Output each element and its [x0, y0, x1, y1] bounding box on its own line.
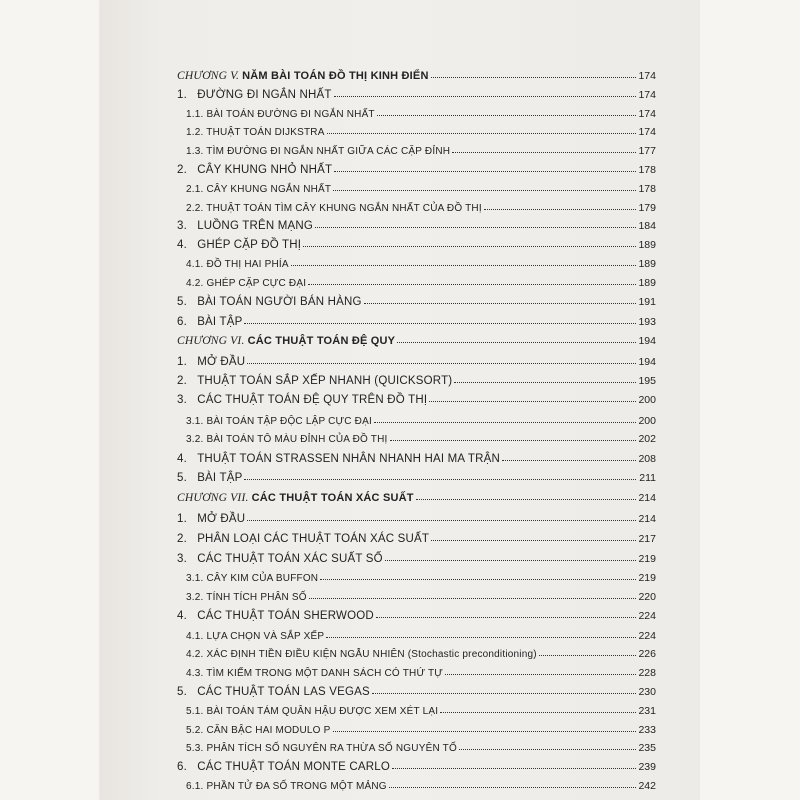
- toc-subsection-title: [186, 573, 318, 584]
- toc-subsection: [186, 699, 656, 717]
- toc-section: [177, 350, 656, 368]
- dot-leader: [244, 323, 636, 324]
- entry-number: 5.3.: [186, 743, 204, 754]
- toc-subsection-title: [186, 743, 457, 754]
- toc-section-title: [177, 356, 245, 368]
- toc-subsection: [186, 120, 656, 138]
- entry-number: 4.: [177, 610, 187, 622]
- entry-text: TÍNH TÍCH PHÂN SỐ: [206, 592, 307, 603]
- toc-subsection: [186, 624, 656, 642]
- page-number: 214: [638, 513, 656, 525]
- entry-number: 3.2.: [186, 434, 204, 445]
- entry-text: BÀI TOÁN TÔ MÀU ĐỈNH CỦA ĐỒ THỊ: [206, 434, 388, 445]
- dot-leader: [389, 787, 636, 788]
- entry-text: LỰA CHỌN VÀ SẮP XẾP: [206, 631, 325, 642]
- entry-text: TÌM KIẾM TRONG MỘT DANH SÁCH CÓ THỨ TỰ: [206, 668, 444, 679]
- chapter-title: NĂM BÀI TOÁN ĐỒ THỊ KINH ĐIỂN: [242, 70, 429, 82]
- page-number: 233: [638, 724, 656, 736]
- toc-section: [177, 755, 656, 773]
- chapter-heading: [177, 329, 656, 347]
- dot-leader: [484, 209, 636, 210]
- toc-subsection: [186, 718, 656, 736]
- dot-leader: [303, 246, 636, 247]
- entry-text: LUỒNG TRÊN MẠNG: [197, 220, 314, 232]
- page-number: 184: [638, 220, 656, 232]
- toc-subsection: [186, 427, 656, 445]
- entry-number: 1.3.: [186, 146, 204, 157]
- toc-section: [177, 233, 656, 251]
- toc-section-title: [177, 164, 332, 176]
- entry-number: 4.1.: [186, 259, 204, 270]
- toc-subsection-title: [186, 706, 438, 717]
- toc-section: [177, 214, 656, 232]
- page-number: 189: [638, 258, 656, 270]
- page-number: 179: [638, 202, 656, 214]
- toc-subsection-title: [186, 725, 331, 736]
- dot-leader: [326, 637, 636, 638]
- entry-text: CÂY KHUNG NHỎ NHẤT: [197, 164, 333, 176]
- toc-section-title: [177, 472, 242, 484]
- page-number: 200: [638, 415, 656, 427]
- entry-text: CÂY KHUNG NGẮN NHẤT: [206, 184, 332, 195]
- chapter-heading-title: [177, 492, 414, 504]
- dot-leader: [539, 655, 636, 656]
- toc-section: [177, 369, 656, 387]
- page-number: 178: [638, 183, 656, 195]
- page-number: 220: [638, 591, 656, 603]
- toc-subsection-title: [186, 259, 289, 270]
- entry-text: GHÉP CẶP ĐỒ THỊ: [197, 239, 302, 251]
- page-number: 194: [638, 335, 656, 347]
- entry-text: PHÂN LOẠI CÁC THUẬT TOÁN XÁC SUẤT: [197, 533, 430, 545]
- toc-subsection: [186, 177, 656, 195]
- entry-number: 5.: [177, 296, 187, 308]
- entry-text: CÁC THUẬT TOÁN LAS VEGAS: [197, 686, 370, 698]
- page-number: 200: [638, 394, 656, 406]
- toc-subsection: [186, 736, 656, 754]
- dot-leader: [372, 693, 636, 694]
- entry-number: 4.2.: [186, 649, 204, 660]
- chapter-heading: [177, 64, 656, 82]
- entry-number: 2.: [177, 164, 187, 176]
- toc-subsection-title: [186, 146, 450, 157]
- entry-text: ĐỒ THỊ HAI PHÍA: [206, 259, 289, 270]
- dot-leader: [376, 617, 636, 618]
- toc-section: [177, 680, 656, 698]
- toc-subsection-title: [186, 781, 387, 792]
- entry-number: 2.2.: [186, 203, 204, 214]
- dot-leader: [333, 190, 636, 191]
- toc-section-title: [177, 610, 374, 622]
- page-number: 239: [638, 761, 656, 773]
- page-number: 193: [638, 316, 656, 328]
- dot-leader: [374, 422, 636, 423]
- dot-leader: [327, 133, 636, 134]
- page-number: 214: [638, 492, 656, 504]
- entry-number: 3.: [177, 220, 187, 232]
- page-number: 174: [638, 108, 656, 120]
- entry-number: 4.1.: [186, 631, 204, 642]
- page-number: 231: [638, 705, 656, 717]
- entry-text: MỞ ĐẦU: [197, 356, 246, 368]
- page-number: 208: [638, 453, 656, 465]
- toc-section-title: [177, 513, 245, 525]
- toc-subsection: [186, 252, 656, 270]
- page-number: 191: [638, 296, 656, 308]
- entry-text: MỞ ĐẦU: [197, 513, 246, 525]
- toc-section: [177, 388, 656, 406]
- dot-leader: [392, 768, 636, 769]
- dot-leader: [440, 712, 636, 713]
- toc-section: [177, 507, 656, 525]
- toc-section: [177, 158, 656, 176]
- entry-text: CĂN BẬC HAI MODULO P: [206, 725, 331, 736]
- page-number: 217: [638, 533, 656, 545]
- chapter-heading-title: [177, 335, 395, 347]
- dot-leader: [459, 749, 636, 750]
- toc-subsection: [186, 566, 656, 584]
- toc-section-title: [177, 761, 390, 773]
- page-number: 228: [638, 667, 656, 679]
- entry-text: BÀI TOÁN TÁM QUÂN HẬU ĐƯỢC XEM XÉT LẠI: [206, 706, 439, 717]
- toc-section: [177, 527, 656, 545]
- chapter-heading-title: [177, 70, 429, 82]
- toc-subsection-title: [186, 416, 372, 427]
- entry-text: PHẦN TỬ ĐA SỐ TRONG MỘT MẢNG: [206, 781, 387, 792]
- page-number: 189: [638, 239, 656, 251]
- dot-leader: [416, 499, 636, 500]
- toc-section-title: [177, 533, 429, 545]
- entry-text: PHÂN TÍCH SỐ NGUYÊN RA THỪA SỐ NGUYÊN TỐ: [206, 743, 457, 754]
- toc-subsection: [186, 642, 656, 660]
- dot-leader: [390, 440, 636, 441]
- entry-number: 5.1.: [186, 706, 204, 717]
- page-number: 219: [638, 553, 656, 565]
- page-number: 230: [638, 686, 656, 698]
- toc-section: [177, 604, 656, 622]
- chapter-title: CÁC THUẬT TOÁN ĐỆ QUY: [247, 335, 396, 347]
- dot-leader: [397, 342, 636, 343]
- dot-leader: [445, 674, 636, 675]
- dot-leader: [308, 284, 636, 285]
- page-number: 242: [638, 780, 656, 792]
- toc-section: [177, 547, 656, 565]
- entry-number: 3.: [177, 553, 187, 565]
- entry-text: THUẬT TOÁN DIJKSTRA: [206, 127, 325, 138]
- page-number: 189: [638, 277, 656, 289]
- dot-leader: [291, 265, 636, 266]
- chapter-title: CÁC THUẬT TOÁN XÁC SUẤT: [251, 492, 414, 504]
- entry-number: 2.: [177, 375, 187, 387]
- entry-text: GHÉP CẶP CỰC ĐẠI: [206, 278, 307, 289]
- dot-leader: [334, 171, 636, 172]
- dot-leader: [309, 598, 636, 599]
- page-number: 224: [638, 630, 656, 642]
- entry-text: THUẬT TOÁN STRASSEN NHÂN NHANH HAI MA TRẬN: [197, 453, 500, 465]
- toc-section: [177, 83, 656, 101]
- entry-number: 4.: [177, 239, 187, 251]
- entry-number: 3.1.: [186, 416, 204, 427]
- dot-leader: [385, 560, 636, 561]
- entry-number: 1.: [177, 356, 187, 368]
- toc-section-title: [177, 89, 332, 101]
- entry-text: BÀI TOÁN NGƯỜI BÁN HÀNG: [197, 296, 362, 308]
- entry-text: THUẬT TOÁN SẮP XẾP NHANH (QUICKSORT): [197, 375, 453, 387]
- chapter-heading: [177, 486, 656, 504]
- toc-subsection-title: [186, 278, 306, 289]
- dot-leader: [334, 96, 636, 97]
- toc-section: [177, 310, 656, 328]
- chapter-label: CHƯƠNG VII.: [177, 492, 249, 504]
- dot-leader: [377, 115, 636, 116]
- entry-text: TÌM ĐƯỜNG ĐI NGẮN NHẤT GIỮA CÁC CẶP ĐỈNH: [206, 146, 451, 157]
- entry-number: 6.: [177, 761, 187, 773]
- toc-section-title: [177, 453, 500, 465]
- entry-number: 3.2.: [186, 592, 204, 603]
- entry-number: 5.: [177, 472, 187, 484]
- dot-leader: [244, 479, 636, 480]
- page-number: 195: [638, 375, 656, 387]
- toc-section-title: [177, 316, 242, 328]
- page-number: 224: [638, 610, 656, 622]
- toc-subsection-title: [186, 127, 325, 138]
- dot-leader: [431, 540, 636, 541]
- toc-subsection: [186, 102, 656, 120]
- entry-text: CÁC THUẬT TOÁN MONTE CARLO: [197, 761, 391, 773]
- dot-leader: [320, 579, 636, 580]
- chapter-label: CHƯƠNG VI.: [177, 335, 245, 347]
- page-number: 174: [638, 70, 656, 82]
- entry-number: 4.2.: [186, 278, 204, 289]
- entry-number: 6.1.: [186, 781, 204, 792]
- page-number: 211: [639, 472, 656, 484]
- toc-subsection-title: [186, 668, 443, 679]
- toc-section-title: [177, 686, 370, 698]
- entry-number: 3.1.: [186, 573, 204, 584]
- page-number: 174: [638, 126, 656, 138]
- dot-leader: [333, 731, 637, 732]
- entry-number: 4.3.: [186, 668, 204, 679]
- entry-text: BÀI TOÁN ĐƯỜNG ĐI NGẮN NHẤT: [206, 109, 375, 120]
- page-number: 235: [638, 742, 656, 754]
- toc-section: [177, 290, 656, 308]
- toc-section-title: [177, 296, 362, 308]
- entry-number: 1.: [177, 89, 187, 101]
- entry-number: 1.: [177, 513, 187, 525]
- entry-number: 2.: [177, 533, 187, 545]
- dot-leader: [247, 520, 636, 521]
- toc-subsection-title: [186, 109, 375, 120]
- entry-number: 5.2.: [186, 725, 204, 736]
- entry-text: CÁC THUẬT TOÁN SHERWOOD: [197, 610, 374, 622]
- toc-subsection-title: [186, 592, 307, 603]
- entry-number: 6.: [177, 316, 187, 328]
- entry-text: XÁC ĐỊNH TIỀN ĐIỀU KIỆN NGẪU NHIÊN (Stochastic preconditioning): [206, 649, 537, 660]
- entry-number: 2.1.: [186, 184, 204, 195]
- dot-leader: [452, 152, 636, 153]
- dot-leader: [454, 382, 636, 383]
- toc-section: [177, 447, 656, 465]
- entry-text: BÀI TOÁN TẬP ĐỘC LẬP CỰC ĐẠI: [206, 416, 372, 427]
- toc-section-title: [177, 220, 313, 232]
- toc-section: [177, 466, 656, 484]
- toc-section-title: [177, 553, 383, 565]
- toc-subsection-title: [186, 434, 388, 445]
- page-number: 202: [638, 433, 656, 445]
- toc-subsection: [186, 196, 656, 214]
- toc-section-title: [177, 394, 427, 406]
- toc-section-title: [177, 375, 452, 387]
- page-number: 177: [638, 145, 656, 157]
- entry-number: 4.: [177, 453, 187, 465]
- entry-text: THUẬT TOÁN TÌM CÂY KHUNG NGẮN NHẤT CỦA ĐỒ THỊ: [206, 203, 482, 214]
- page-number: 226: [638, 648, 656, 660]
- page-number: 178: [638, 164, 656, 176]
- toc-subsection: [186, 139, 656, 157]
- toc-subsection-title: [186, 631, 324, 642]
- dot-leader: [364, 303, 636, 304]
- toc-subsection: [186, 585, 656, 603]
- dot-leader: [502, 460, 636, 461]
- entry-text: CÂY KIM CỦA BUFFON: [206, 573, 319, 584]
- entry-text: CÁC THUẬT TOÁN ĐỆ QUY TRÊN ĐỒ THỊ: [197, 394, 428, 406]
- entry-number: 1.2.: [186, 127, 204, 138]
- entry-number: 5.: [177, 686, 187, 698]
- toc-subsection-title: [186, 203, 482, 214]
- toc-subsection: [186, 271, 656, 289]
- toc-subsection: [186, 661, 656, 679]
- toc-subsection-title: [186, 184, 331, 195]
- entry-number: 3.: [177, 394, 187, 406]
- page-number: 174: [638, 89, 656, 101]
- toc-subsection: [186, 774, 656, 792]
- page-number: 194: [638, 356, 656, 368]
- toc-subsection-title: [186, 649, 537, 660]
- dot-leader: [315, 227, 636, 228]
- dot-leader: [247, 363, 636, 364]
- chapter-label: CHƯƠNG V.: [177, 70, 240, 82]
- entry-text: BÀI TẬP: [197, 472, 243, 484]
- entry-text: BÀI TẬP: [197, 316, 243, 328]
- toc-subsection: [186, 409, 656, 427]
- dot-leader: [429, 401, 636, 402]
- page-number: 219: [638, 572, 656, 584]
- entry-number: 1.1.: [186, 109, 204, 120]
- entry-text: CÁC THUẬT TOÁN XÁC SUẤT SỐ: [197, 553, 383, 565]
- toc-section-title: [177, 239, 301, 251]
- entry-text: ĐƯỜNG ĐI NGẮN NHẤT: [197, 89, 332, 101]
- dot-leader: [431, 77, 636, 78]
